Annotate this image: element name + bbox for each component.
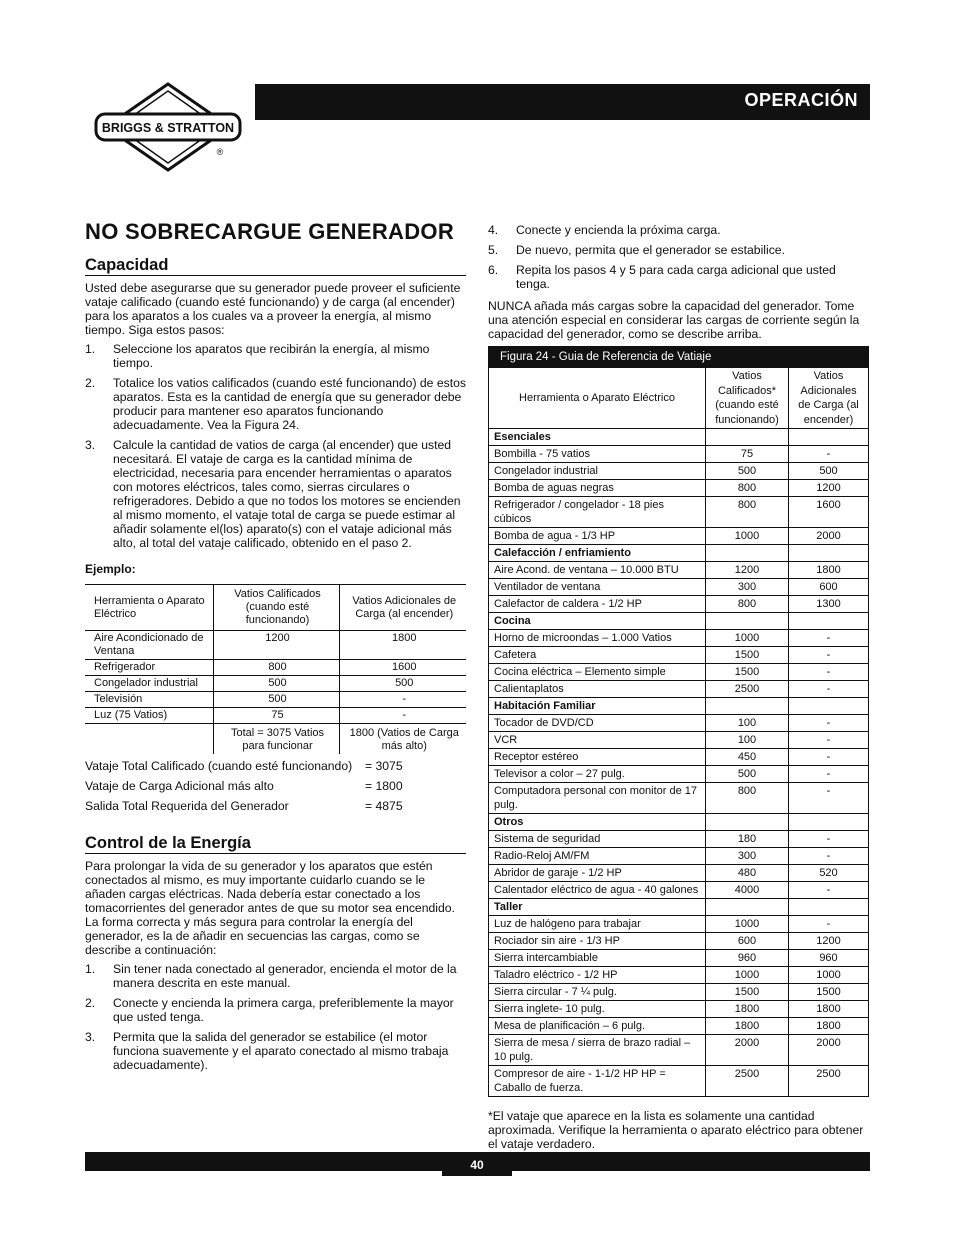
- table-total-row: [85, 724, 466, 755]
- table-cell: -: [339, 708, 466, 724]
- table-row: [489, 562, 869, 579]
- surge-watts: 520: [789, 865, 869, 882]
- table-row: [489, 1035, 869, 1066]
- list-item: [488, 243, 869, 257]
- surge-watts: -: [789, 749, 869, 766]
- surge-watts: 1200: [789, 480, 869, 497]
- list-item: [488, 263, 869, 291]
- rated-watts: 450: [706, 749, 789, 766]
- registered-mark: ®: [216, 147, 224, 157]
- surge-watts: 2500: [789, 1066, 869, 1097]
- appliance-name: Cocina eléctrica – Elemento simple: [489, 664, 706, 681]
- surge-watts: 2000: [789, 528, 869, 545]
- table-row: [489, 664, 869, 681]
- list-item: [85, 438, 466, 550]
- rated-watts: 800: [706, 480, 789, 497]
- surge-watts: 1300: [789, 596, 869, 613]
- category-label: Cocina: [489, 613, 706, 630]
- category-row: [489, 429, 869, 446]
- header-cell: Vatios Calificados* (cuando esté funcionando): [706, 368, 789, 429]
- appliance-name: Televisor a color – 27 pulg.: [489, 766, 706, 783]
- surge-watts: -: [789, 783, 869, 814]
- rated-watts: 300: [706, 848, 789, 865]
- rated-watts: 800: [706, 783, 789, 814]
- table-cell: 500: [213, 692, 339, 708]
- table-row: [489, 596, 869, 613]
- table-cell: [706, 899, 789, 916]
- table-row: [489, 446, 869, 463]
- step-text: Calcule la cantidad de vatios de carga (al encender) que usted necesitará. El vataje de carga es la cantidad mínima de electricidad, necesaria para encender herramientas o aparatos con motores eléctricos, tales como, sierras circulares o refrigeradores. Debido a que no todos los motores se encienden al mismo momento, el vataje total de carga se puede estimar al añadir solamente el(los) aparato(s) con el vataje adicional más alto, al total del vataje calificado, obtenido en el paso 2.: [113, 438, 461, 550]
- header-bar: [255, 84, 870, 120]
- total-row: [85, 776, 466, 796]
- step-number: 1.: [85, 962, 96, 976]
- table-row: [489, 1001, 869, 1018]
- appliance-name: Cafetera: [489, 647, 706, 664]
- appliance-name: Rociador sin aire - 1/3 HP: [489, 933, 706, 950]
- table-cell: Televisión: [85, 692, 213, 708]
- surge-watts: 600: [789, 579, 869, 596]
- step-text: Repita los pasos 4 y 5 para cada carga adicional que usted tenga.: [516, 263, 836, 291]
- category-label: Esenciales: [489, 429, 706, 446]
- table-cell: [789, 613, 869, 630]
- step-number: 6.: [488, 263, 499, 277]
- header-cell: Vatios Adicionales de Carga (al encender): [789, 368, 869, 429]
- rated-watts: 500: [706, 463, 789, 480]
- category-row: [489, 899, 869, 916]
- appliance-name: Receptor estéreo: [489, 749, 706, 766]
- table-cell: [789, 429, 869, 446]
- appliance-name: Tocador de DVD/CD: [489, 715, 706, 732]
- step-text: Seleccione los aparatos que recibirán la energía, al mismo tiempo.: [113, 342, 430, 370]
- rated-watts: 1500: [706, 647, 789, 664]
- rated-watts: 800: [706, 596, 789, 613]
- table-row: [85, 708, 466, 724]
- category-row: [489, 814, 869, 831]
- totals-block: [85, 756, 466, 816]
- table-row: [489, 630, 869, 647]
- table-row: [489, 848, 869, 865]
- total-row: [85, 796, 466, 816]
- category-label: Habitación Familiar: [489, 698, 706, 715]
- step-number: 2.: [85, 996, 96, 1010]
- appliance-name: Abridor de garaje - 1/2 HP: [489, 865, 706, 882]
- step-text: Totalice los vatios calificados (cuando esté funcionando) de estos aparatos. Esta es la cantidad de energía que su generador debe producir para mantener eso aparatos funcionando adecuadamente. Vea la Figura 24.: [113, 376, 466, 432]
- figure-title: Figura 24 - Guia de Referencia de Vatiaje: [488, 346, 869, 367]
- control-intro: Para prolongar la vida de su generador y los aparatos que estén conectados al mismo, es muy importante cuidarlo cuando se le añaden cargas eléctricas. Nada debería estar conectado a los tomacorrientes del generador antes de que su motor sea encendido. La forma correcta y más segura para controlar la energía del generador, es la de añadir en secuencias las cargas, como se describe a continuación:: [85, 859, 455, 957]
- appliance-name: VCR: [489, 732, 706, 749]
- briggs-stratton-logo: [92, 82, 244, 172]
- appliance-name: Computadora personal con monitor de 17 pulg.: [489, 783, 706, 814]
- control-steps: [85, 962, 466, 1072]
- table-cell: Aire Acondicionado de Ventana: [85, 631, 213, 660]
- appliance-name: Sierra inglete- 10 pulg.: [489, 1001, 706, 1018]
- surge-watts: -: [789, 766, 869, 783]
- rated-watts: 1000: [706, 630, 789, 647]
- rated-watts: 480: [706, 865, 789, 882]
- appliance-name: Ventilador de ventana: [489, 579, 706, 596]
- appliance-name: Calentador eléctrico de agua - 40 galones: [489, 882, 706, 899]
- surge-watts: -: [789, 446, 869, 463]
- total-value: = 3075: [365, 759, 403, 773]
- total-label: Salida Total Requerida del Generador: [85, 799, 289, 813]
- example-table: [85, 584, 466, 754]
- table-cell: [706, 429, 789, 446]
- table-cell: [789, 698, 869, 715]
- appliance-name: Bombilla - 75 vatios: [489, 446, 706, 463]
- total-value: = 4875: [365, 799, 403, 813]
- table-cell: [789, 899, 869, 916]
- rated-watts: 960: [706, 950, 789, 967]
- step-number: 5.: [488, 243, 499, 257]
- table-row: [489, 749, 869, 766]
- table-cell: 500: [213, 676, 339, 692]
- rated-watts: 500: [706, 766, 789, 783]
- appliance-name: Radio-Reloj AM/FM: [489, 848, 706, 865]
- table-row: [489, 579, 869, 596]
- logo-text: BRIGGS & STRATTON: [101, 121, 235, 135]
- appliance-name: Taladro eléctrico - 1/2 HP: [489, 967, 706, 984]
- wattage-reference-table: [488, 367, 869, 1097]
- capacidad-intro: Usted debe asegurarse que su generador puede proveer el suficiente vataje calificado (cuando esté funcionando) y de carga (al encender) para los aparatos a los cuales va a proveer la energía, al mismo tiempo. Siga estos pasos:: [85, 281, 461, 337]
- step-number: 2.: [85, 376, 96, 390]
- table-row: [489, 783, 869, 814]
- step-text: De nuevo, permita que el generador se estabilice.: [516, 243, 785, 257]
- step-number: 3.: [85, 1030, 96, 1044]
- surge-watts: 960: [789, 950, 869, 967]
- table-row: [489, 681, 869, 698]
- surge-watts: 1800: [789, 1001, 869, 1018]
- table-cell: [706, 698, 789, 715]
- surge-watts: -: [789, 882, 869, 899]
- capacidad-heading: Capacidad: [85, 258, 466, 276]
- category-row: [489, 545, 869, 562]
- rated-watts: 2000: [706, 1035, 789, 1066]
- rated-watts: 100: [706, 732, 789, 749]
- list-item: [85, 996, 466, 1024]
- step-text: Permita que la salida del generador se estabilice (el motor funciona suavemente y el aparato conectado al mismo trabaja adecuadamente).: [113, 1030, 449, 1072]
- rated-watts: 2500: [706, 1066, 789, 1097]
- table-row: [489, 933, 869, 950]
- table-row: [489, 647, 869, 664]
- table-cell: [706, 814, 789, 831]
- control-steps-continued: [488, 223, 869, 291]
- total-row: [85, 756, 466, 776]
- rated-watts: 1200: [706, 562, 789, 579]
- appliance-name: Sierra circular - 7 ¼ pulg.: [489, 984, 706, 1001]
- total-rated-cell: Total = 3075 Vatios para funcionar: [213, 724, 339, 755]
- table-cell: [706, 545, 789, 562]
- table-row: [489, 1066, 869, 1097]
- table-cell: 1600: [339, 660, 466, 676]
- table-cell: Refrigerador: [85, 660, 213, 676]
- category-label: Taller: [489, 899, 706, 916]
- table-row: [489, 865, 869, 882]
- surge-watts: 2000: [789, 1035, 869, 1066]
- page-number: 40: [442, 1152, 512, 1176]
- surge-watts: 1200: [789, 933, 869, 950]
- table-cell: [789, 814, 869, 831]
- header-cell: Vatios Calificados (cuando esté funcionando): [213, 585, 339, 631]
- table-cell: -: [339, 692, 466, 708]
- list-item: [85, 962, 466, 990]
- table-row: [489, 463, 869, 480]
- step-text: Conecte y encienda la primera carga, preferiblemente la mayor que usted tenga.: [113, 996, 454, 1024]
- left-column: [85, 258, 466, 1078]
- list-item: [488, 223, 869, 237]
- rated-watts: 1000: [706, 967, 789, 984]
- list-item: [85, 342, 466, 370]
- rated-watts: 600: [706, 933, 789, 950]
- surge-watts: -: [789, 647, 869, 664]
- table-row: [489, 480, 869, 497]
- category-label: Calefacción / enfriamiento: [489, 545, 706, 562]
- table-row: [489, 1018, 869, 1035]
- category-row: [489, 698, 869, 715]
- step-text: Sin tener nada conectado al generador, encienda el motor de la manera descrita en este manual.: [113, 962, 457, 990]
- surge-watts: -: [789, 681, 869, 698]
- table-row: [489, 497, 869, 528]
- table-row: [489, 967, 869, 984]
- surge-watts: 500: [789, 463, 869, 480]
- total-label: Vataje Total Calificado (cuando esté funcionando): [85, 759, 353, 773]
- table-cell: 800: [213, 660, 339, 676]
- total-label: Vataje de Carga Adicional más alto: [85, 779, 274, 793]
- surge-watts: -: [789, 848, 869, 865]
- category-label: Otros: [489, 814, 706, 831]
- table-header-row: [85, 585, 466, 631]
- rated-watts: 1800: [706, 1001, 789, 1018]
- table-cell: Congelador industrial: [85, 676, 213, 692]
- appliance-name: Calefactor de caldera - 1/2 HP: [489, 596, 706, 613]
- table-row: [489, 732, 869, 749]
- section-title: OPERACIÓN: [744, 90, 858, 110]
- capacidad-steps: [85, 342, 466, 550]
- rated-watts: 2500: [706, 681, 789, 698]
- step-number: 3.: [85, 438, 96, 452]
- rated-watts: 1500: [706, 664, 789, 681]
- surge-watts: 1500: [789, 984, 869, 1001]
- table-row: [85, 692, 466, 708]
- right-column: [488, 223, 869, 1156]
- rated-watts: 1000: [706, 916, 789, 933]
- table-cell: [789, 545, 869, 562]
- rated-watts: 800: [706, 497, 789, 528]
- footnote: *El vataje que aparece en la lista es solamente una cantidad aproximada. Verifique la herramienta o aparato eléctrico para obtener el vataje verdadero.: [488, 1109, 864, 1151]
- step-number: 4.: [488, 223, 499, 237]
- table-row: [489, 950, 869, 967]
- surge-watts: -: [789, 630, 869, 647]
- appliance-name: Bomba de aguas negras: [489, 480, 706, 497]
- rated-watts: 4000: [706, 882, 789, 899]
- control-heading: Control de la Energía: [85, 836, 466, 854]
- appliance-name: Luz de halógeno para trabajar: [489, 916, 706, 933]
- step-number: 1.: [85, 342, 96, 356]
- table-cell: [706, 613, 789, 630]
- table-row: [85, 676, 466, 692]
- surge-watts: -: [789, 664, 869, 681]
- appliance-name: Calientaplatos: [489, 681, 706, 698]
- header-cell: Herramienta o Aparato Eléctrico: [489, 368, 706, 429]
- surge-watts: 1600: [789, 497, 869, 528]
- table-row: [489, 528, 869, 545]
- table-cell: 500: [339, 676, 466, 692]
- table-cell: 75: [213, 708, 339, 724]
- table-cell: 1200: [213, 631, 339, 660]
- table-row: [489, 831, 869, 848]
- surge-watts: 1800: [789, 562, 869, 579]
- table-header-row: [489, 368, 869, 429]
- warning-text: NUNCA añada más cargas sobre la capacidad del generador. Tome una atención especial en considerar las cargas de corriente según la capacidad del generador, como se describe arriba.: [488, 299, 860, 341]
- page-title: NO SOBRECARGUE GENERADOR: [85, 219, 455, 244]
- header-cell: Vatios Adicionales de Carga (al encender): [339, 585, 466, 631]
- table-row: [489, 882, 869, 899]
- appliance-name: Aire Acond. de ventana – 10.000 BTU: [489, 562, 706, 579]
- appliance-name: Refrigerador / congelador - 18 pies cúbicos: [489, 497, 706, 528]
- appliance-name: Horno de microondas – 1.000 Vatios: [489, 630, 706, 647]
- rated-watts: 1800: [706, 1018, 789, 1035]
- header-cell: Herramienta o Aparato Eléctrico: [85, 585, 213, 631]
- table-row: [489, 766, 869, 783]
- surge-watts: -: [789, 916, 869, 933]
- table-row: [85, 631, 466, 660]
- list-item: [85, 376, 466, 432]
- table-cell: [85, 724, 213, 755]
- table-row: [85, 660, 466, 676]
- surge-watts: -: [789, 715, 869, 732]
- table-cell: Luz (75 Vatios): [85, 708, 213, 724]
- appliance-name: Sierra intercambiable: [489, 950, 706, 967]
- list-item: [85, 1030, 466, 1072]
- rated-watts: 1000: [706, 528, 789, 545]
- category-row: [489, 613, 869, 630]
- rated-watts: 300: [706, 579, 789, 596]
- table-row: [489, 916, 869, 933]
- example-label: Ejemplo:: [85, 562, 136, 576]
- total-surge-cell: 1800 (Vatios de Carga más alto): [339, 724, 466, 755]
- appliance-name: Bomba de agua - 1/3 HP: [489, 528, 706, 545]
- appliance-name: Compresor de aire - 1-1/2 HP HP = Caballo de fuerza.: [489, 1066, 706, 1097]
- surge-watts: -: [789, 831, 869, 848]
- table-row: [489, 715, 869, 732]
- appliance-name: Congelador industrial: [489, 463, 706, 480]
- appliance-name: Sistema de seguridad: [489, 831, 706, 848]
- rated-watts: 1500: [706, 984, 789, 1001]
- surge-watts: -: [789, 732, 869, 749]
- surge-watts: 1000: [789, 967, 869, 984]
- rated-watts: 75: [706, 446, 789, 463]
- appliance-name: Mesa de planificación – 6 pulg.: [489, 1018, 706, 1035]
- rated-watts: 100: [706, 715, 789, 732]
- total-value: = 1800: [365, 779, 403, 793]
- rated-watts: 180: [706, 831, 789, 848]
- surge-watts: 1800: [789, 1018, 869, 1035]
- appliance-name: Sierra de mesa / sierra de brazo radial – 10 pulg.: [489, 1035, 706, 1066]
- table-row: [489, 984, 869, 1001]
- step-text: Conecte y encienda la próxima carga.: [516, 223, 721, 237]
- table-cell: 1800: [339, 631, 466, 660]
